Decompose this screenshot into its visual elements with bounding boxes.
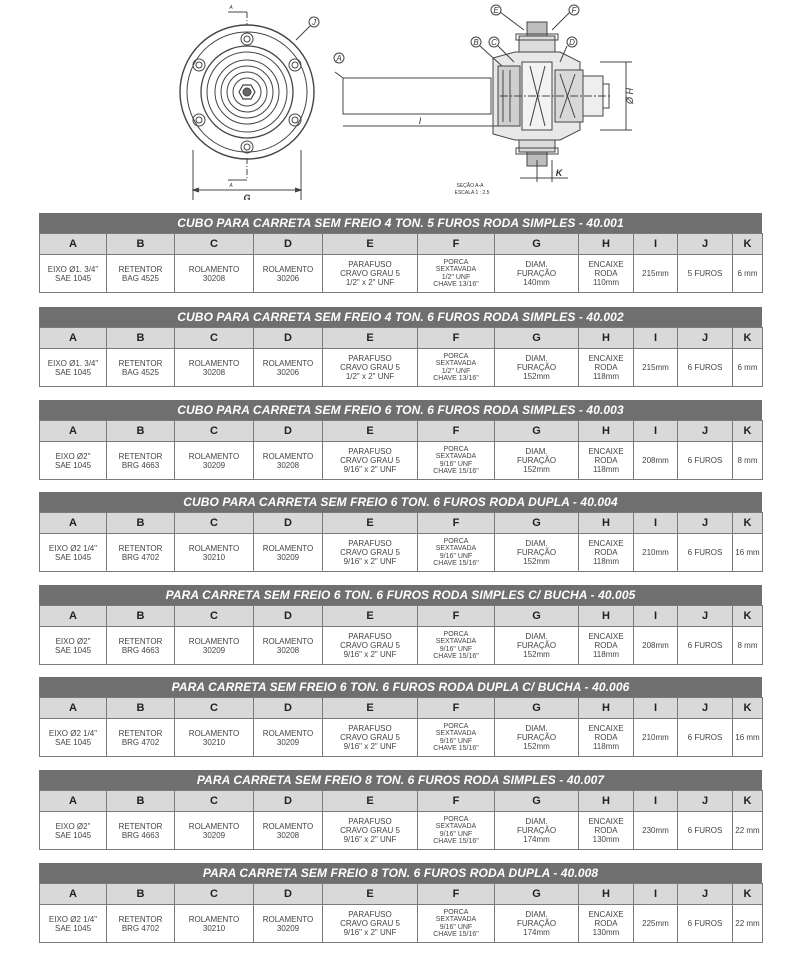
column-header: H bbox=[579, 606, 634, 627]
spec-grid bbox=[39, 233, 763, 293]
label-e: E bbox=[493, 6, 499, 15]
spec-table bbox=[39, 770, 762, 850]
table-cell: RETENTOR BRG 4663 bbox=[107, 812, 175, 850]
table-title: PARA CARRETA SEM FREIO 6 TON. 6 FUROS RODA SIMPLES C/ BUCHA - 40.005 bbox=[39, 585, 762, 605]
table-cell: 8 mm bbox=[733, 442, 763, 480]
label-k: K bbox=[555, 168, 563, 178]
table-row bbox=[40, 627, 763, 665]
spec-table bbox=[39, 677, 762, 757]
column-header: G bbox=[495, 421, 579, 442]
section-scale: ESCALA 1 : 2.5 bbox=[454, 190, 490, 196]
column-header: B bbox=[107, 328, 175, 349]
column-header: I bbox=[634, 791, 678, 812]
label-h: Ø H bbox=[625, 87, 635, 105]
table-cell: RETENTOR BAG 4525 bbox=[107, 255, 175, 293]
column-header: G bbox=[495, 606, 579, 627]
table-cell: DIAM. FURAÇÃO 152mm bbox=[495, 442, 579, 480]
table-cell: PORCA SEXTAVADA 9/16" UNF CHAVE 15/16" bbox=[418, 534, 495, 572]
column-header: K bbox=[733, 884, 763, 905]
table-cell: DIAM. FURAÇÃO 152mm bbox=[495, 349, 579, 387]
column-header: E bbox=[323, 234, 418, 255]
spec-grid bbox=[39, 790, 763, 850]
table-cell: 6 FUROS bbox=[678, 349, 733, 387]
table-row bbox=[40, 255, 763, 293]
column-header: K bbox=[733, 328, 763, 349]
table-cell: PARAFUSO CRAVO GRAU 5 9/16" x 2" UNF bbox=[323, 442, 418, 480]
column-header: G bbox=[495, 234, 579, 255]
spec-table bbox=[39, 863, 762, 943]
table-cell: PARAFUSO CRAVO GRAU 5 1/2" x 2" UNF bbox=[323, 255, 418, 293]
table-cell: 215mm bbox=[634, 349, 678, 387]
column-header: J bbox=[678, 513, 733, 534]
column-header: D bbox=[254, 234, 323, 255]
table-header-row bbox=[40, 234, 763, 255]
table-cell: 6 FUROS bbox=[678, 719, 733, 757]
column-header: E bbox=[323, 698, 418, 719]
column-header: K bbox=[733, 513, 763, 534]
table-cell: ROLAMENTO 30209 bbox=[175, 627, 254, 665]
table-cell: PARAFUSO CRAVO GRAU 5 9/16" x 2" UNF bbox=[323, 627, 418, 665]
label-b: B bbox=[473, 38, 479, 47]
label-i: I bbox=[418, 116, 422, 126]
table-cell: RETENTOR BRG 4663 bbox=[107, 627, 175, 665]
table-cell: ROLAMENTO 30209 bbox=[254, 719, 323, 757]
column-header: K bbox=[733, 234, 763, 255]
section-mark-top: A bbox=[229, 5, 233, 11]
column-header: B bbox=[107, 513, 175, 534]
column-header: I bbox=[634, 884, 678, 905]
table-row bbox=[40, 349, 763, 387]
column-header: J bbox=[678, 698, 733, 719]
column-header: F bbox=[418, 606, 495, 627]
spec-grid bbox=[39, 605, 763, 665]
table-cell: RETENTOR BAG 4525 bbox=[107, 349, 175, 387]
spec-table bbox=[39, 213, 762, 293]
table-cell: PARAFUSO CRAVO GRAU 5 9/16" x 2" UNF bbox=[323, 905, 418, 943]
column-header: H bbox=[579, 421, 634, 442]
table-cell: ROLAMENTO 30208 bbox=[254, 627, 323, 665]
table-header-row bbox=[40, 421, 763, 442]
table-cell: ROLAMENTO 30208 bbox=[254, 812, 323, 850]
table-cell: DIAM. FURAÇÃO 152mm bbox=[495, 534, 579, 572]
column-header: A bbox=[40, 791, 107, 812]
table-cell: PORCA SEXTAVADA 9/16" UNF CHAVE 15/16" bbox=[418, 627, 495, 665]
table-header-row bbox=[40, 698, 763, 719]
table-cell: EIXO Ø2 1/4" SAE 1045 bbox=[40, 905, 107, 943]
column-header: I bbox=[634, 421, 678, 442]
table-header-row bbox=[40, 606, 763, 627]
table-cell: RETENTOR BRG 4702 bbox=[107, 534, 175, 572]
column-header: C bbox=[175, 513, 254, 534]
table-cell: 6 FUROS bbox=[678, 627, 733, 665]
table-cell: 208mm bbox=[634, 627, 678, 665]
table-cell: DIAM. FURAÇÃO 174mm bbox=[495, 905, 579, 943]
table-cell: EIXO Ø2 1/4" SAE 1045 bbox=[40, 534, 107, 572]
column-header: C bbox=[175, 606, 254, 627]
table-cell: 215mm bbox=[634, 255, 678, 293]
table-row bbox=[40, 905, 763, 943]
section-mark-bottom: A bbox=[229, 183, 233, 189]
table-cell: 225mm bbox=[634, 905, 678, 943]
table-cell: EIXO Ø2" SAE 1045 bbox=[40, 812, 107, 850]
table-cell: 22 mm bbox=[733, 812, 763, 850]
table-cell: ROLAMENTO 30208 bbox=[175, 349, 254, 387]
table-cell: PARAFUSO CRAVO GRAU 5 1/2" x 2" UNF bbox=[323, 349, 418, 387]
column-header: E bbox=[323, 606, 418, 627]
spec-grid bbox=[39, 883, 763, 943]
table-cell: DIAM. FURAÇÃO 152mm bbox=[495, 719, 579, 757]
table-cell: DIAM. FURAÇÃO 140mm bbox=[495, 255, 579, 293]
column-header: D bbox=[254, 884, 323, 905]
table-cell: PORCA SEXTAVADA 9/16" UNF CHAVE 15/16" bbox=[418, 905, 495, 943]
column-header: F bbox=[418, 791, 495, 812]
table-header-row bbox=[40, 791, 763, 812]
column-header: J bbox=[678, 606, 733, 627]
column-header: C bbox=[175, 791, 254, 812]
table-cell: ROLAMENTO 30209 bbox=[175, 812, 254, 850]
column-header: B bbox=[107, 698, 175, 719]
column-header: B bbox=[107, 234, 175, 255]
column-header: A bbox=[40, 328, 107, 349]
hub-technical-drawing bbox=[0, 0, 800, 200]
column-header: H bbox=[579, 698, 634, 719]
column-header: I bbox=[634, 606, 678, 627]
table-cell: PORCA SEXTAVADA 9/16" UNF CHAVE 15/16" bbox=[418, 812, 495, 850]
table-cell: 8 mm bbox=[733, 627, 763, 665]
label-j: J bbox=[312, 18, 316, 27]
table-row bbox=[40, 534, 763, 572]
spec-grid bbox=[39, 420, 763, 480]
table-cell: ROLAMENTO 30208 bbox=[175, 255, 254, 293]
table-title: CUBO PARA CARRETA SEM FREIO 6 TON. 6 FUROS RODA SIMPLES - 40.003 bbox=[39, 400, 762, 420]
column-header: A bbox=[40, 606, 107, 627]
column-header: A bbox=[40, 698, 107, 719]
column-header: C bbox=[175, 234, 254, 255]
column-header: B bbox=[107, 606, 175, 627]
table-cell: ENCAIXE RODA 118mm bbox=[579, 719, 634, 757]
table-cell: 6 FUROS bbox=[678, 905, 733, 943]
column-header: K bbox=[733, 421, 763, 442]
table-cell: 6 mm bbox=[733, 255, 763, 293]
column-header: B bbox=[107, 791, 175, 812]
column-header: C bbox=[175, 328, 254, 349]
column-header: C bbox=[175, 884, 254, 905]
column-header: E bbox=[323, 513, 418, 534]
column-header: B bbox=[107, 884, 175, 905]
column-header: J bbox=[678, 328, 733, 349]
column-header: B bbox=[107, 421, 175, 442]
column-header: H bbox=[579, 234, 634, 255]
table-cell: 230mm bbox=[634, 812, 678, 850]
column-header: E bbox=[323, 421, 418, 442]
column-header: A bbox=[40, 884, 107, 905]
table-cell: PARAFUSO CRAVO GRAU 5 9/16" x 2" UNF bbox=[323, 719, 418, 757]
table-title: PARA CARRETA SEM FREIO 8 TON. 6 FUROS RODA SIMPLES - 40.007 bbox=[39, 770, 762, 790]
column-header: I bbox=[634, 328, 678, 349]
column-header: F bbox=[418, 234, 495, 255]
table-cell: 6 FUROS bbox=[678, 812, 733, 850]
table-cell: 22 mm bbox=[733, 905, 763, 943]
table-title: CUBO PARA CARRETA SEM FREIO 4 TON. 6 FUROS RODA SIMPLES - 40.002 bbox=[39, 307, 762, 327]
column-header: F bbox=[418, 884, 495, 905]
column-header: J bbox=[678, 884, 733, 905]
column-header: G bbox=[495, 884, 579, 905]
column-header: D bbox=[254, 791, 323, 812]
table-cell: ROLAMENTO 30206 bbox=[254, 349, 323, 387]
column-header: K bbox=[733, 791, 763, 812]
table-cell: ROLAMENTO 30210 bbox=[175, 719, 254, 757]
table-cell: 6 mm bbox=[733, 349, 763, 387]
table-cell: PORCA SEXTAVADA 1/2" UNF CHAVE 13/16" bbox=[418, 349, 495, 387]
spec-table bbox=[39, 307, 762, 387]
column-header: I bbox=[634, 513, 678, 534]
column-header: D bbox=[254, 328, 323, 349]
column-header: J bbox=[678, 234, 733, 255]
table-cell: 210mm bbox=[634, 534, 678, 572]
section-view bbox=[334, 5, 632, 182]
table-title: CUBO PARA CARRETA SEM FREIO 6 TON. 6 FUROS RODA DUPLA - 40.004 bbox=[39, 492, 762, 512]
label-g: G bbox=[243, 193, 251, 200]
table-cell: 16 mm bbox=[733, 719, 763, 757]
table-header-row bbox=[40, 328, 763, 349]
table-cell: EIXO Ø1. 3/4" SAE 1045 bbox=[40, 349, 107, 387]
table-row bbox=[40, 719, 763, 757]
column-header: E bbox=[323, 328, 418, 349]
column-header: G bbox=[495, 513, 579, 534]
table-cell: ENCAIXE RODA 130mm bbox=[579, 812, 634, 850]
table-title: PARA CARRETA SEM FREIO 8 TON. 6 FUROS RODA DUPLA - 40.008 bbox=[39, 863, 762, 883]
column-header: D bbox=[254, 513, 323, 534]
column-header: H bbox=[579, 884, 634, 905]
column-header: E bbox=[323, 791, 418, 812]
table-cell: DIAM. FURAÇÃO 152mm bbox=[495, 627, 579, 665]
table-cell: ENCAIXE RODA 130mm bbox=[579, 905, 634, 943]
table-header-row bbox=[40, 513, 763, 534]
table-cell: ENCAIXE RODA 118mm bbox=[579, 442, 634, 480]
spec-table bbox=[39, 400, 762, 480]
table-cell: ROLAMENTO 30209 bbox=[175, 442, 254, 480]
column-header: G bbox=[495, 698, 579, 719]
column-header: A bbox=[40, 513, 107, 534]
table-cell: RETENTOR BRG 4663 bbox=[107, 442, 175, 480]
table-row bbox=[40, 812, 763, 850]
column-header: J bbox=[678, 421, 733, 442]
column-header: H bbox=[579, 791, 634, 812]
spec-grid bbox=[39, 512, 763, 572]
column-header: F bbox=[418, 328, 495, 349]
column-header: C bbox=[175, 698, 254, 719]
table-row bbox=[40, 442, 763, 480]
table-cell: ROLAMENTO 30210 bbox=[175, 905, 254, 943]
label-a: A bbox=[336, 54, 342, 63]
column-header: C bbox=[175, 421, 254, 442]
front-view bbox=[180, 12, 319, 200]
column-header: E bbox=[323, 884, 418, 905]
column-header: F bbox=[418, 421, 495, 442]
table-cell: 16 mm bbox=[733, 534, 763, 572]
spec-grid bbox=[39, 697, 763, 757]
table-cell: ROLAMENTO 30206 bbox=[254, 255, 323, 293]
spec-grid bbox=[39, 327, 763, 387]
column-header: K bbox=[733, 606, 763, 627]
table-title: CUBO PARA CARRETA SEM FREIO 4 TON. 5 FUROS RODA SIMPLES - 40.001 bbox=[39, 213, 762, 233]
table-header-row bbox=[40, 884, 763, 905]
table-cell: 210mm bbox=[634, 719, 678, 757]
table-title: PARA CARRETA SEM FREIO 6 TON. 6 FUROS RODA DUPLA C/ BUCHA - 40.006 bbox=[39, 677, 762, 697]
table-cell: 5 FUROS bbox=[678, 255, 733, 293]
table-cell: ROLAMENTO 30210 bbox=[175, 534, 254, 572]
column-header: I bbox=[634, 698, 678, 719]
column-header: I bbox=[634, 234, 678, 255]
table-cell: ROLAMENTO 30209 bbox=[254, 534, 323, 572]
label-d: D bbox=[569, 38, 575, 47]
column-header: J bbox=[678, 791, 733, 812]
label-f: F bbox=[571, 6, 577, 15]
column-header: D bbox=[254, 698, 323, 719]
table-cell: EIXO Ø2 1/4" SAE 1045 bbox=[40, 719, 107, 757]
column-header: A bbox=[40, 234, 107, 255]
table-cell: PARAFUSO CRAVO GRAU 5 9/16" x 2" UNF bbox=[323, 812, 418, 850]
table-cell: ENCAIXE RODA 118mm bbox=[579, 349, 634, 387]
table-cell: ROLAMENTO 30208 bbox=[254, 442, 323, 480]
table-cell: ENCAIXE RODA 118mm bbox=[579, 627, 634, 665]
column-header: D bbox=[254, 421, 323, 442]
table-cell: EIXO Ø2" SAE 1045 bbox=[40, 627, 107, 665]
section-note: SEÇÃO A-A bbox=[456, 183, 484, 189]
column-header: F bbox=[418, 698, 495, 719]
table-cell: EIXO Ø1. 3/4" SAE 1045 bbox=[40, 255, 107, 293]
label-c: C bbox=[491, 38, 497, 47]
table-cell: ENCAIXE RODA 110mm bbox=[579, 255, 634, 293]
column-header: H bbox=[579, 328, 634, 349]
table-cell: RETENTOR BRG 4702 bbox=[107, 905, 175, 943]
table-cell: PORCA SEXTAVADA 9/16" UNF CHAVE 15/16" bbox=[418, 442, 495, 480]
table-cell: ENCAIXE RODA 118mm bbox=[579, 534, 634, 572]
table-cell: PARAFUSO CRAVO GRAU 5 9/16" x 2" UNF bbox=[323, 534, 418, 572]
table-cell: PORCA SEXTAVADA 1/2" UNF CHAVE 13/16" bbox=[418, 255, 495, 293]
spec-table bbox=[39, 585, 762, 665]
column-header: A bbox=[40, 421, 107, 442]
table-cell: ROLAMENTO 30209 bbox=[254, 905, 323, 943]
table-cell: PORCA SEXTAVADA 9/16" UNF CHAVE 15/16" bbox=[418, 719, 495, 757]
table-cell: DIAM. FURAÇÃO 174mm bbox=[495, 812, 579, 850]
table-cell: 208mm bbox=[634, 442, 678, 480]
column-header: G bbox=[495, 791, 579, 812]
table-cell: RETENTOR BRG 4702 bbox=[107, 719, 175, 757]
table-cell: 6 FUROS bbox=[678, 534, 733, 572]
column-header: F bbox=[418, 513, 495, 534]
table-cell: 6 FUROS bbox=[678, 442, 733, 480]
column-header: K bbox=[733, 698, 763, 719]
column-header: G bbox=[495, 328, 579, 349]
table-cell: EIXO Ø2" SAE 1045 bbox=[40, 442, 107, 480]
column-header: D bbox=[254, 606, 323, 627]
column-header: H bbox=[579, 513, 634, 534]
spec-table bbox=[39, 492, 762, 572]
